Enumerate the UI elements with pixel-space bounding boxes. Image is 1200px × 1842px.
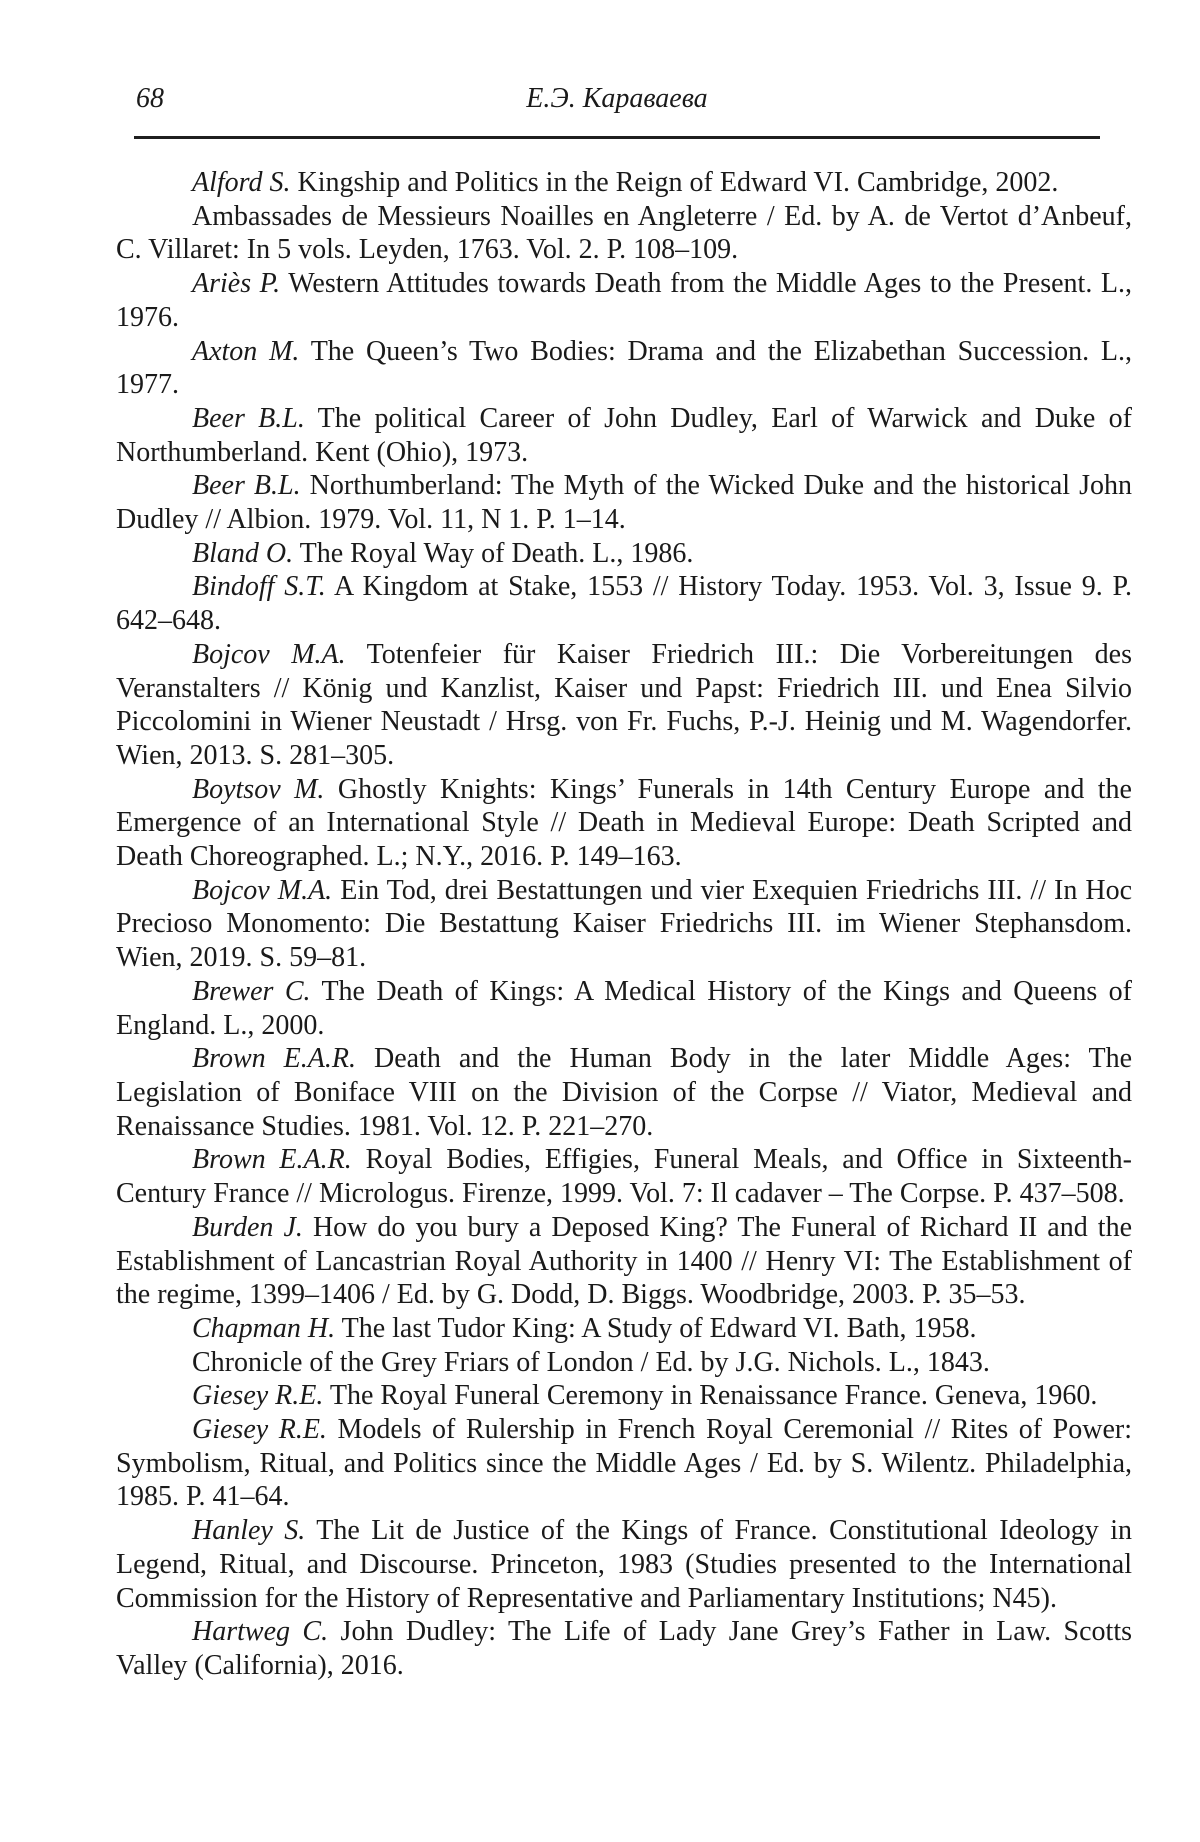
reference-author: Bindoff S.T. [192, 571, 326, 603]
reference-author: Brewer C. [192, 975, 311, 1007]
bibliography-list [116, 166, 1132, 1683]
reference-text: The Royal Way of Death. L., 1986. [299, 537, 694, 569]
reference-text: Kingship and Politics in the Reign of Edward VI. Cambridge, 2002. [297, 167, 1059, 198]
reference-text: The Royal Funeral Ceremony in Renaissance France. Geneva, 1960. [329, 1380, 1098, 1412]
reference-entry [116, 1211, 1132, 1312]
reference-entry [116, 1042, 1132, 1143]
reference-author: Giesey R.E. [192, 1414, 327, 1446]
reference-text: Northumberland: The Myth of the Wicked Duke and the historical John Dudley // Albion. 1979. Vol. 11, N 1. P. 1–14. [116, 470, 1133, 536]
reference-text: Royal Bodies, Effigies, Funeral Meals, and Office in Sixteenth-Century France // Micrologus. Firenze, 1999. Vol. 7: Il cadaver – The Corpse. P. 437–508. [116, 1144, 1133, 1210]
reference-author: Burden J. [192, 1211, 303, 1243]
reference-author: Giesey R.E. [192, 1380, 324, 1412]
reference-text: The Death of Kings: A Medical History of the Kings and Queens of England. L., 2000. [116, 975, 1132, 1041]
reference-entry [116, 874, 1132, 975]
reference-entry [116, 335, 1132, 402]
reference-author: Bojcov M.A. [192, 638, 346, 670]
reference-entry [116, 773, 1132, 874]
reference-author: Bland O. [192, 537, 294, 569]
reference-entry [116, 200, 1132, 267]
reference-entry [116, 1143, 1132, 1210]
reference-entry [116, 570, 1132, 637]
page-header [134, 82, 1100, 116]
reference-text: Death and the Human Body in the later Middle Ages: The Legislation of Boniface VIII on the Division of the Corpse // Viator, Medieval and Renaissance Studies. 1981. Vol. 12. P. 221–270. [116, 1043, 1133, 1142]
reference-entry [116, 975, 1132, 1042]
reference-author: Chapman H. [192, 1312, 336, 1344]
reference-entry [116, 166, 1132, 200]
reference-entry [116, 1615, 1132, 1682]
reference-author: Bojcov M.A. [192, 874, 333, 906]
reference-author: Ariès P. [192, 268, 281, 300]
reference-text: Models of Rulership in French Royal Ceremonial // Rites of Power: Symbolism, Ritual, and Politics since the Middle Ages / Ed. by S. Wilentz. Philadelphia, 1985. P. 41–64. [116, 1414, 1133, 1513]
reference-text: Totenfeier für Kaiser Friedrich III.: Die Vorbereitungen des Veranstalters // König und Kanzlist, Kaiser und Papst: Friedrich III. und Enea Silvio Piccolomini in Wiener Neustadt / Hrsg. von Fr. Fuchs, P.-J. Heinig und M. Wagendorfer. Wien, 2013. S. 281–305. [116, 638, 1132, 771]
reference-author: Brown E.A.R. [192, 1043, 356, 1075]
reference-entry [116, 1514, 1132, 1615]
reference-entry [116, 1413, 1132, 1514]
reference-text: Chronicle of the Grey Friars of London / Ed. by J.G. Nichols. L., 1843. [192, 1346, 990, 1378]
reference-entry [116, 469, 1132, 536]
reference-author: Hartweg C. [192, 1616, 329, 1648]
reference-text: Western Attitudes towards Death from the Middle Ages to the Present. L., 1976. [116, 268, 1132, 333]
reference-text: Ein Tod, drei Bestattungen und vier Exequien Friedrichs III. // In Hoc Precioso Monomento: Die Bestattung Kaiser Friedrichs III. im Wiener Stephansdom. Wien, 2019. S. 59–81. [116, 874, 1132, 974]
reference-entry [116, 267, 1132, 334]
reference-entry [116, 537, 1132, 571]
reference-text: The last Tudor King: A Study of Edward VI. Bath, 1958. [341, 1312, 977, 1344]
reference-text: The Lit de Justice of the Kings of France. Constitutional Ideology in Legend, Ritual, and Discourse. Princeton, 1983 (Studies presented to the International Commission for the History of Representative and Parliamentary Institutions; N45). [116, 1515, 1132, 1614]
reference-entry [116, 638, 1132, 773]
page-number: 68 [136, 83, 164, 114]
reference-text: The Queen’s Two Bodies: Drama and the Elizabethan Succession. L., 1977. [116, 335, 1132, 401]
reference-entry [116, 1379, 1132, 1413]
reference-entry [116, 402, 1132, 469]
reference-text: Ambassades de Messieurs Noailles en Angleterre / Ed. by A. de Vertot d’Anbeuf, C. Villaret: In 5 vols. Leyden, 1763. Vol. 2. P. 108–109. [116, 200, 1132, 266]
reference-author: Axton M. [192, 335, 300, 367]
reference-text: The political Career of John Dudley, Earl of Warwick and Duke of Northumberland. Kent (Ohio), 1973. [116, 402, 1132, 468]
reference-author: Alford S. [192, 167, 291, 198]
reference-author: Beer B.L. [192, 402, 305, 434]
reference-entry [116, 1346, 1132, 1380]
reference-text: John Dudley: The Life of Lady Jane Grey’s Father in Law. Scotts Valley (California), 2016. [116, 1616, 1132, 1681]
running-head: Е.Э. Караваева [526, 83, 708, 114]
reference-author: Brown E.A.R. [192, 1144, 352, 1176]
reference-entry [116, 1312, 1132, 1346]
reference-text: Ghostly Knights: Kings’ Funerals in 14th Century Europe and the Emergence of an International Style // Death in Medieval Europe: Death Scripted and Death Choreographed. L.; N.Y., 2016. P. 149–163. [116, 773, 1132, 873]
header-rule [134, 136, 1100, 139]
reference-text: How do you bury a Deposed King? The Funeral of Richard II and the Establishment of Lancastrian Royal Authority in 1400 // Henry VI: The Establishment of the regime, 1399–1406 / Ed. by G. Dodd, D. Biggs. Woodbridge, 2003. P. 35–53. [116, 1211, 1132, 1311]
reference-author: Beer B.L. [192, 470, 301, 502]
reference-author: Boytsov M. [192, 773, 325, 805]
reference-author: Hanley S. [192, 1515, 306, 1547]
reference-text: A Kingdom at Stake, 1553 // History Today. 1953. Vol. 3, Issue 9. P. 642–648. [116, 571, 1133, 637]
